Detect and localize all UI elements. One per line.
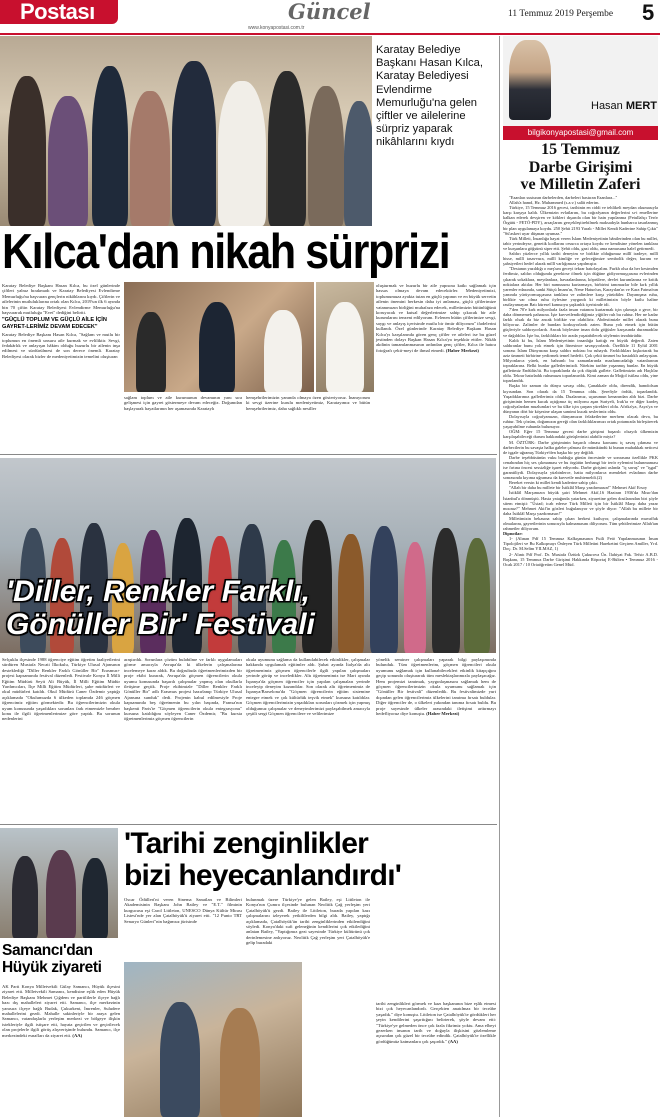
columnist-header bbox=[503, 36, 658, 126]
person-figure bbox=[160, 1002, 200, 1117]
column-paragraph: İstiklâl Marşımızın büyük şairi Mehmet Akif,16 Haziran 1936'da Mısır'dan İstanbul'a dönmüştü. Hasta yatağında yatarken, ziyaretine gelen dostlarından biri şöyle sitem etmişti: "Üstad; icab ederse Türk Milleti için bir İstiklâl Marşı daha yazar mısınız?" Mehmet Akif'in gözleri buğulanıyor ve şöyle diyor: "Allah bu millete bir daha İstiklâl Marşı yazdırmasın!" bbox=[503, 490, 658, 516]
column-paragraph: "Destanın yazıldığı o meş'um geceyi tekrar hatırlayalım. Furkh olsa da her kesimden ferdimiz, saldırı olduğunda gerekirse ölmek için düğüne gidiyormuşçasına evlerinden çıkarak sokaklara, meydanlara, havaalanlarına, köprülere, devlet kurumlarına ve kritik noktalara aktılar. Her biri namusunu kurtarmaya, birbirini tanımazlar bile kırk yıllık yarenler edasında, sanki Sütçü İmam'ın, Nene Hatun'un, Karayılan'ın ve Kara Fatma'nın yanında yürüyormuşçasına tanklara ve zalimlere karşı yürüdüler. Dayanışma ruhu, birlikte var olma ruhu öylesine yaygındı ki milletimizin böyle kutlu haline rastlayamayan Batı küresel kamuoyu şaşkınlık içerisinde idi. bbox=[503, 266, 658, 307]
person-figure bbox=[218, 81, 266, 226]
person-figure bbox=[130, 91, 170, 226]
person-figure bbox=[46, 850, 76, 938]
person-figure bbox=[8, 76, 46, 226]
column-paragraph: Kaldı ki bu, İslam Medeniyetinin insanlığa kattığı en büyük değerdi. Zaten saldıranlar bunu yok etmek için fitnesince savaşıyorlardı. Özellikle 11 Eylül 2001 sonrası İslam Dünyasına karşı saldırı noktası bu ruhaydı. Farklılıkları kışkırtarak bu aziz ümmeti birbirine yedirmek temel hedefti. Çok çekti ümmet bu hastalıklı anlayıştan. Milyonlarca yürek, en bahranlı bu zamanlarında mazlumcadalığı vatanlarının topraklarına. Belki bunlar gafletlerimizdi. Nitekim tarihte yaşanmış bunlar. En büyük gafletimiz Endülüs'tü. Bu topraklarda da çok düştük gaflete. Gafletimizin adı Haçlılar oldu. Tekrar hatırladık ruhumuzu toparlanırdık. Kimi zaman da Moğol istilası oldu, yine toparlandık. bbox=[503, 337, 658, 384]
lead-paragraph: Karatay Belediye Başkanı Hasan Kılca, bu özel günlerinde çiftleri yalnız bırakmadı ve Karatay Belediyesi Evlendirme Memurluğu'na başvuran gençlerin nikâhlarını kıydı. Çiftlerin ve ailelerinin mutluluklarına ortak olan Kılca, 2019'un ilk 6 ayında bin 70 çiftin Karatay Belediyesi Evlendirme Memurluğu'na başvurarak mutluluğa "Evet" dediğini belirtti. bbox=[2, 283, 120, 316]
website[interactable]: www.konyapostasi.com.tr bbox=[248, 25, 305, 31]
tarihi-paragraph: tarihi zenginlikleri görmek ve kazı başkanının bize eşlik etmesi bizi çok heyecanlandırdı. Gerçekten anatılmaz bir tecrübe yaşadık." diye konuştu. Littleton ise Çatalhöyük'te gördükleri her şeyin kendilerini şaşırttığını belirterek, şöyle devam etti: "Türkiye'ye gelmeden önce çok fazla fikrimiz yoktu. Ama elbeyi gezerken insanın tarih ve doğayla ilişkisini gözlemleme açısından çok güzel bir tecrübe edindik. Çatalhöyük'te özellikle gördüğümüz katmanlara çok şaşırdık." bbox=[376, 1001, 496, 1044]
samanci-headline-line: Hüyük ziyareti bbox=[2, 959, 102, 976]
lead-subhead: "GÜÇLÜ TOPLUM VE GÜÇLÜ AİLE İÇİN GAYRET-LERİMİZ DEVAM EDECEK" bbox=[2, 317, 107, 330]
samanci-headline-line: Samancı'dan bbox=[2, 942, 93, 959]
person-figure bbox=[268, 71, 306, 226]
catalhoyuk-photo bbox=[124, 962, 302, 1117]
column-paragraph: Darbe teşebbüsünün vuku bulduğu günün öncesinde ve sonrasına özellikle PKK cenahından hiç ses çıkmaması ve bu örgütün herhangi bir terör eylemini bulunmaması ise fırtına öncesi sessizliğe işaret ediyordu. Darbe girişimi aslında "iç savaş" ve "işgal" garantiliydi. Dolayısıyla yüzbinlerce, hatta milyonlarca memleket evladının darbe sonrasında kıyıma uğraması da kuvvetle muhtemeldi.(2) bbox=[503, 454, 658, 481]
tarihi-headline-line: 'Tarihi zenginlikler bbox=[124, 827, 368, 860]
festival-headline bbox=[6, 575, 496, 641]
festival-credit: (Haber Merkezi) bbox=[426, 711, 460, 717]
column-title-line: Darbe Girişimi bbox=[528, 158, 633, 176]
lead-col4 bbox=[376, 283, 496, 353]
columnist-name bbox=[591, 100, 657, 112]
person-figure bbox=[220, 1008, 260, 1117]
logo-text: Postası bbox=[20, 0, 95, 24]
column-paragraph: Başka bir zaman da dünya savaşı oldu, Çanakkale oldu, direndik, hamdolsun kıyısından. Son olarak da 15 Temmuz oldu. Şerefiyle ördük, toparlandık. Yaşadıklarımız gafletlerimiz oldu. Dualarımız, uçurumun kenarından aldı bizi. Darbe girişiminin hemen kucak açtığımız üç milyonu aşan Suriyeli, Irak'ta ve diğer kardeş coğrafyalardan muzlumlari ve bu ülke için çarpan yürekleri oldu. Afrika'ya, Asya'ya ve dünyanın dört bir köşesine ulaşan samimi kucak seslerimiz oldu. bbox=[503, 383, 658, 414]
tarihi-col1: Oscar Ödülleri'ni veren Sinema Sanatları ve Bilimleri Akademisinin Başkanı John Bailey ve "E.T." filminin kurgucusu eşi Carol Littleton, UNESCO Dünya Kültür Mirası Listesi'nde yer alan Çatalhöyük'ü ziyaret etti. "12 Punto TRT Senaryo Günleri"nin bağımsız jürisinde bbox=[124, 897, 242, 924]
person-figure bbox=[264, 310, 302, 392]
section-divider bbox=[0, 454, 497, 455]
person-figure bbox=[326, 302, 364, 392]
columnist-avatar bbox=[509, 40, 551, 120]
samanci-credit: (AA) bbox=[72, 1032, 83, 1038]
columnist-email-text: bilgikonyapostasi@gmail.com bbox=[527, 128, 634, 137]
festival-paragraph: yönelik seminer çalışmaları yaparak bilgi paylaşımında bulunduk. Tüm öğretmenlerim, göçmen öğrencileri okula uyumunu sağlamak için kullanabilecekleri etkinlik kitapçığını geçip sonunda oluşturarak tüm meslektaşlarımızla paylaşacağız. Hem projemizi tanıtmak, yaygınlaşmasını sağlamak hem de göçmen öğrencilerimizin okula uyumunu sağlamak için "Gönüller Bir festivali" düzenledik. Bu festivalimizde yurt dışından gelen öğrencilerimiz ülkelerini tanıtma fırsatı buldular. Diğer öğrenciler de, o ülkeleri yakından tanıma fırsatı buldu. Bu proje sayesinde ülkeler arasındaki iletişimi arttırmayı hedefliyoruz diye konuştu. bbox=[376, 657, 496, 717]
columnist-last-name: MERT bbox=[625, 100, 658, 112]
person-figure bbox=[344, 101, 372, 226]
column-paragraph: Saldırı yüzlerce yıllık tarihi deneyim ve birlikte olduğumuz millî iradeye, millî hisse, millî tasavvura, millî kimliğe ve geleceğimize sembolik değer, kuram ve şahsiyetleri hedef alarak millî varlığımıza yapılmıştır. bbox=[503, 251, 658, 267]
person-figure bbox=[199, 302, 235, 392]
column-paragraph: Bereket versin ki millet kendi kaderine sahip çıktı. bbox=[509, 480, 598, 486]
lead-col1 bbox=[2, 283, 120, 359]
tarihi-credit: (AA) bbox=[448, 1038, 458, 1044]
festival-col2: araştırdık. Sorunlara çözüm bulabilme ve farklı uygulamaları görme amacıyla Avrupa'da ki ülkelerin çalışmalarına incelemeye karar aldık. Bu doğrultuda öğretmenlerimizden bir proje ekibi kurarak, Avrupa'da göçmen öğrencilerin okula uyumu konusunda başarılı çalışmalar yapmış olan okullarla iletişime geçtik. Proje ekibimizle "Diller Renkler Farklı Gönüller Bir" adlı Erasmus projesi hazırlanıp Türkiye Ulusal Ajansına sunduk" dedi. Projenin kabul edilmesiyle Proje kapsamında beş öğretmenin bu yılın başında, Fransa'nın başkenti Paris'te "Göçmen öğrencilerin okula entegrasyonu" kursuna katıldığını söyleyen Caner Özdemir, "Bu kursta öğretmenlerimiz göçmen öğrencilerin bbox=[124, 657, 242, 722]
column-paragraph: Milletimizin bekasına sahip çıkan herkesi kutluyor, çalışmalarında muvaffak olmalarını, gayretlerinin sonucuyla kalmamasını diliyorum. Tüm şehitlerimize Allah'tan rahmetler diliyorum. bbox=[503, 515, 658, 532]
samanci-paragraph: AK Parti Konya Milletvekili Gülay Samancı, Hüyük ilçesini ziyaret etti. Milletvekili Samancı, kendisine eşlik eden Hüyük Belediye Başkanı Mehmet Çiğdem ve partililerle ilçeye bağlı bazı dış mahalleleri ziyaret etti. Samancı, ilçe merkezinin yanısıra ilçeye bağlı Budak, Çukurkent, İmrenler, Suludere mahallelerini gezdi. Mahalle sakinleriyle bir araya gelen Samancı, vatandaşlarla yerleşim merkezi ve bölgeye ilişkin istekleriyle ilgili istişare etti, hayata geçirilen ve geçirilecek olan projelerle ilgili görüş alışverişinde bulundu. Samancı, ilçe merkezindeki esnafları da ziyaret etti. bbox=[2, 984, 120, 1038]
person-figure bbox=[48, 96, 88, 226]
wedding-group-photo bbox=[0, 36, 372, 226]
column-paragraph: Türkiye, 15 Temmuz 2016 gecesi, tarihinin en ciddi ve tehlikeli meydan okumasıyla karşı karşıya kaldı. Ülkemizin evlatlarını, bu coğrafyanın değerlerini sı-i emellerine kalkan ederek devşiren ve kökleri dışarıda olan bir hain yapılanma (Fetullahçı Terör Örgütü - FETÖ-PDY), arsaçlarını gerçekleştirebilmek maksadıyla hunharca tasarlanmış bir plan uygulamaya koydu. 250 Şehit 2193 Yaralı - Millet Kendi Kaderine Sahip Çıktı" "Sü'askeri uyar düşman uyumaz." bbox=[503, 205, 658, 236]
samanci-headline bbox=[2, 942, 120, 976]
person-figure bbox=[12, 856, 38, 938]
samanci-body bbox=[2, 984, 120, 1038]
column-paragraph: Allah'a hamd, Hz. Muhammed (s.a.v.) salât ederim. bbox=[509, 200, 600, 206]
lead-col2: sağlam toplum ve aile kurumunun devamının yanı sıra gelişmesi için gayret göstermeye devam edeceğiz. Doğumdan başlayarak hayatlarının her aşamasında Karataylı bbox=[124, 395, 242, 411]
person-figure bbox=[172, 61, 216, 226]
column-source: 2- Alıntı Pdf Prof. Dr. Mustafa Öztürk Çukurova Ün. İlahiyat Fak. Tefsir A.B.D. Başkanı, 15 Temmuz Darbe Girişimi Hakkında Röportaj E-Bülten • Temmuz 2016 - Ocak 2017 / 10 Ortaöğretim Genel Müd. bbox=[503, 551, 658, 567]
person-figure bbox=[136, 312, 166, 392]
festival-col3: okula uyumunu sağlama da kullanılabilecek etkinlikler, çalışmalar hakkında uygulamalı eğitimler aldı. Şubat ayında İtalya'da altı öğretmenimiz göçmen öğrencilerle ilgili yapılan çalışmaları yerinde görüp ve inceledikler. Altı öğretmenimiz ise Mart ayında İspanya'da göçmen öğrenciler için yapılan çalışmaları yerinde inceleyip deneyim kazandılar. Son olarak altı öğretmenimiz de İspanya/Barselona'da "Göçmen öğrencilerin eğitim sistemine entegre etmek ve çok kültürlük teşvik etmek" kursuna katıldılar. Göçmen öğrencilerimizin yaşadıkları sorunları çözmek için yapmış olduğumuz çalışmalar ve deneyimlerimizi paylaşabilmek amacıyla çeşitli sergi Göçmen öğrencilere ve velilerimize bbox=[246, 657, 370, 717]
section-divider bbox=[0, 824, 497, 825]
tarihi-col3 bbox=[376, 1001, 496, 1044]
tarihi-headline-line: bizi heyecanlandırdı' bbox=[124, 859, 402, 892]
column-paragraph: M. ÖZTÜRK: Darbe girişiminin başarılı olması kaosunu iç savaş çıkması ve darbecilerin bu savaşta halka galebe çalması ile mümkündü ki bunun muhakkak neticesi de işgale uğramış Türkiye'den başka bir şey değildi. bbox=[503, 439, 658, 455]
samanci-visit-photo bbox=[0, 828, 118, 938]
festival-headline-line: Gönüller Bir' Festivali bbox=[6, 608, 315, 641]
column-paragraph: "Ezanları susturan darbelerden, darbeleri bastıran Ezanlara..." bbox=[509, 195, 618, 200]
column-paragraph: 7'den 70'e kırk milyonlarla fazla insan vatanını kurtarmak için çıkmıştı o gece, bir daha dönmemek pahasına. İşte kuvvetlendirdiğimiz yiğitler ruh bu ruhtur. Her ne kadar farklı olsak da biz ancak birlikte var olabiliriz. Abdestimizle millet olarak bunu biliyoruz. Zalimler de bundan korkuyorlardı zaten. Bunu yok etmek için bütün güçleriyle saldırıyorlardı. Ancak böylesine iman dolu göğüsler karşısında duramadılar ve dağıldılar. İşte bu, farklılıkları bir arada yaşatabilecek söylemin tezahürüdür. bbox=[503, 307, 658, 338]
lead-credit: (Haber Merkezi) bbox=[445, 347, 479, 353]
lead-paragraph: oluşturmak ve huzurlu bir aile yapısına katkı sağlamak için hassas olmaya devam edecektirler. Medeniyetimizi, toplumumuza ayakta tutan en güçlü yapının ve en büyük servetin ailenin önemini herkesin daha iyi anlaması, güçlü çiftlerimize vatanımızın birliğini muhafaza edecek, milletimizin bütünlüğünü koruyacak ve kutsal değerlerimize sahip çıkacak bir aile kurumlarını tenzeni edilyorum. Evlenen bütün çiftlerimize sevgi, saygı ve anlayış içerisinde mutlu bir ömür diliyorum" ifadelerini kullandı. Özel günlerinde Karatay Belediye Başkanı Hasan Kılca'yı karşılarında gören genç çiftler ve aileleri ise bu güzel jestinden dolayı Başkan Hasan Kılca'ya teşekkür ettiler. Nikâh akdinin tamamlanmasının ardından genç çiftler, Kılca ile hatıra fotoğrafı çekti-meyi de ihmal etmedi. bbox=[376, 283, 496, 353]
person-figure bbox=[82, 858, 108, 938]
couple-signing-photo bbox=[316, 282, 374, 392]
lead-headline: Kılca'dan nikah sürprizi bbox=[2, 224, 450, 280]
column-title-line: 15 Temmuz bbox=[541, 141, 620, 158]
masthead-rule bbox=[0, 33, 660, 35]
section-title: Güncel bbox=[288, 0, 371, 24]
tarihi-col2: bulunmak üzere Türkiye'ye gelen Bailey, eşi Littleton ile Konya'nın Çumra ilçesinde bulunan Neolitik Çağ yerleşim yeri Çatalhöyük'ü gezdi. Bailey ile Littleton, burada yapılan kazı çalışmalarını izleyerek yetkililerden bilgi aldı. Bailey, yaptığı açıklamada, Çatalhöyük'ün tarihi zenginliklerinden etkilendiğini söyledi. Konya'daki sufi geleneğinin kendilerini çok etkilediğini anlatan Bailey, "Yaptığımız gezi sayesinde Türkiye kültürünü çok derinlemesine anlıyoruz. Neolitik Çağ yerleşim yeri Çatalhöyük'e gelip buradaki bbox=[246, 897, 370, 946]
column-body bbox=[503, 195, 658, 567]
column-rule bbox=[499, 36, 500, 1117]
person-figure bbox=[92, 66, 128, 226]
person-figure bbox=[308, 86, 344, 226]
column-paragraph: Dolayısıyla coğrafyamızın, dünyamızın felaketlerine merhem olacak deva, bu ruhtur. Tek çözüm, doğamızın gereği olan farklılıklarımızı ortak potamızda birleştirerek yaşayabilme ruhunda bulunuyor. bbox=[503, 414, 658, 430]
column-sources-label: Dipnotlar: bbox=[503, 531, 523, 537]
issue-date: 11 Temmuz 2019 Perşembe bbox=[508, 9, 614, 19]
lead-col3: hemşehrilerimizin yanında olmaya özen gösteriyoruz. İnanıyorum ki sevgi üzerine kurulu medeniyetimiz, Karatayımız ve bütün hemşehrilerimiz, daha sağlıklı nesiller bbox=[246, 395, 370, 411]
columnist-email[interactable] bbox=[503, 126, 658, 140]
nikah-ceremony-photo bbox=[124, 282, 314, 392]
column-title bbox=[503, 141, 658, 194]
page-number: 5 bbox=[642, 0, 655, 25]
column-source: 1- (Alınan Pdf 15 Temmuz Kalkışmasının Fuili Fetö Yapılanmasının İnsan Tipolojileri ve Bu Kalkışmayı Önleyen Türk Milletini Hareketini Geçiren Amiller, Yrd. Doç. Dr. M.Selim YILMAZ, 1) bbox=[503, 536, 658, 552]
festival-col1: Selçuklu ilçesinde 1988 öğrenciye eğitim öğretim faaliyetlerini sürdüren Mustafa Necati İlkokulu, Türkiye Ulusal Ajansının desteklediği "Diller Renkler Farklı Gönüller Bir" Erasmus+ projesi kapsamında festival düzenledi. Festivale Konya İl Milli Eğitim Müdürü Seyit Ali Büyük, İl Milli Eğitim Müdür Yardımcıları, İlçe Milli Eğitim Müdürleri, şube müdürleri ve okul müdürleri katıldı. Okul Müdürü Caner Özdemir yaptığı açıklamada "Okulumuzda 6 ülkeden toplamda 246 göçmen öğrencimiz eğitim görmektedir. Bu öğrencilerimizin okula uyum konusunda yaşadıkları sorunları fark etmemizle beraber konu ile ilgili öğretmenlerimize göre yaptık. Bu sorunun nedenlerini bbox=[2, 657, 120, 722]
tarihi-headline bbox=[124, 828, 496, 892]
column-title-line: ve Milletin Zaferi bbox=[520, 176, 641, 193]
column-paragraph: OĞM: Eğer 15 Temmuz gecesi darbe girişimi başarılı olsaydı ülkemizin karşılaşabileceği durum hakkındaki görüşlerinizi alabilir miyiz? bbox=[503, 429, 658, 440]
masthead bbox=[0, 0, 660, 34]
columnist-first-name: Hasan bbox=[591, 100, 623, 112]
festival-headline-line: 'Diller, Renkler Farklı, bbox=[6, 575, 310, 608]
lead-deck: Karatay Belediye Başkanı Hasan Kılca, Karatay Belediyesi Evlendirme Memurluğu'na gelen çiftler ve ailelerine sürpriz yaparak nikâhlarını kıydı bbox=[376, 44, 483, 149]
lead-paragraph: Karatay Belediye Başkanı Hasan Kılca, "Sağlam ve mutlu bir toplumun en önemli unsuru aile kurmak ve evliliktir. Sevgi, fedakârlık ve anlayışın hâkim olduğu huzurlu bir ailenin inşa edilmesi ve sürdürülmesi de son derece önemli. Karatay Belediyesi olarak bizler de medeniyetimizin temelini oluşturan bbox=[2, 332, 120, 359]
festival-col4 bbox=[376, 657, 496, 716]
column-paragraph: Türk Milleti, İnsanlığa hayat veren İslam Medeniyetinin bânilerinden olan bu millet, tabir yerindeyse, genetik kodlarını cesurca ortaya koydu ve kendisine yönelen tanklara ve kurşunlara göğsünü siper etti. Şehit oldu, gazi oldu, ama namusuna halel getirmedi. bbox=[503, 235, 658, 251]
newspaper-logo[interactable] bbox=[0, 0, 118, 24]
column-paragraph: "Allah bir daha bu millete bir İstiklâl Marşı yazdırmasın!" Mehmet Akif Ersoy bbox=[509, 485, 648, 491]
